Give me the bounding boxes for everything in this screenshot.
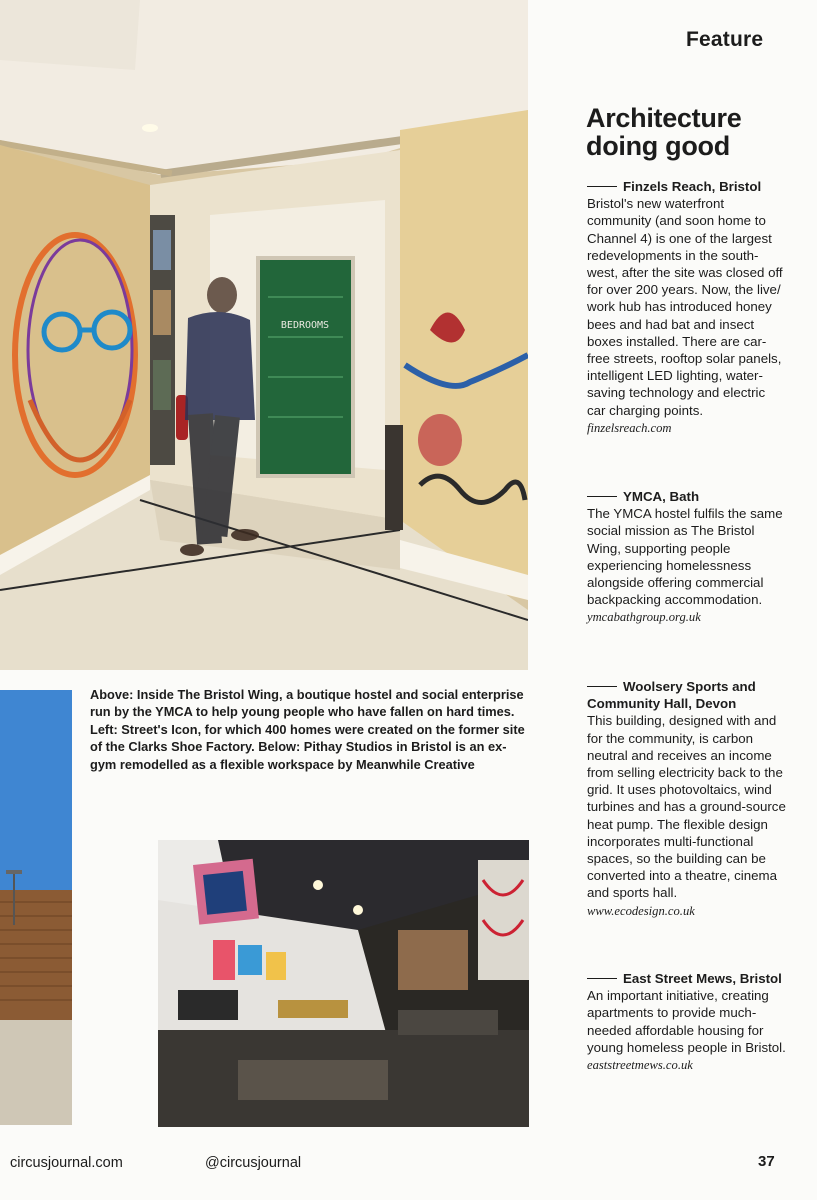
hostel-corridor-photo [0, 0, 528, 670]
entry-title-text: Finzels Reach, Bristol [623, 179, 762, 194]
entry-title-text: Woolsery Sports and Community Hall, Devon [587, 679, 756, 712]
entry-title [587, 678, 787, 712]
entry-url[interactable]: www.ecodesign.co.uk [587, 903, 695, 918]
entry-body: An important initiative, creating apartments to provide much-needed affordable housing for young homeless people in Bristol. [587, 988, 786, 1055]
entry-title [587, 970, 787, 987]
section-label: Feature [686, 28, 764, 51]
hostel-corridor-illustration [0, 0, 528, 670]
entry-body: The YMCA hostel fulfils the same social mission as The Bristol Wing, supporting people experiencing homelessness alongside offering commercial backpacking accommodation. [587, 506, 783, 608]
page-number: 37 [758, 1153, 775, 1170]
dash-rule [587, 496, 617, 497]
footer-social-handle[interactable]: @circusjournal [205, 1155, 302, 1171]
dash-rule [587, 186, 617, 187]
entry-east-street-mews [587, 970, 787, 1074]
streets-icon-illustration [0, 690, 72, 1125]
dash-rule [587, 686, 617, 687]
entry-finzels-reach [587, 178, 787, 437]
entry-title [587, 488, 787, 505]
door-sign-text: BEDROOMS [280, 320, 330, 331]
entry-ymca-bath [587, 488, 787, 627]
pithay-studios-illustration [158, 840, 529, 1127]
entry-title [587, 178, 787, 195]
entry-title-text: YMCA, Bath [623, 489, 700, 504]
entry-woolsery [587, 678, 787, 920]
pithay-studios-photo [158, 840, 529, 1127]
streets-icon-photo [0, 690, 72, 1125]
entry-body: This building, designed with and for the community, is carbon neutral and receives an income from selling electricity back to the grid. It uses photovoltaics, wind turbines and has a ground-source heat pump. The flexible design incorporates multi-functional spaces, so the building can be converted into a theatre, cinema and sports hall. [587, 713, 786, 901]
entry-url[interactable]: finzelsreach.com [587, 420, 672, 435]
article-headline: Architecture doing good [586, 103, 742, 161]
entry-body: Bristol's new waterfront community (and soon home to Channel 4) is one of the largest redevelopments in the south-west, after the site was closed off for over 200 years. Now, the live/ work hub has introduced honey bees and had bat and insect boxes installed. There are car-free streets, rooftop solar panels, intelligent LED lighting, water-saving technology and electric car charging points. [587, 196, 783, 418]
photo-caption: Above: Inside The Bristol Wing, a boutique hostel and social enterprise run by the YMCA to help young people who have fallen on hard times. Left: Street's Icon, for which 400 homes were created on the former site of the Clarks Shoe Factory. Below: Pithay Studios in Bristol is an ex-gym remodelled as a flexible workspace by Meanwhile Creative [90, 687, 525, 772]
entry-url[interactable]: ymcabathgroup.org.uk [587, 610, 701, 625]
footer-website[interactable]: circusjournal.com [10, 1155, 123, 1171]
entry-url[interactable]: eaststreetmews.co.uk [587, 1058, 693, 1073]
dash-rule [587, 978, 617, 979]
entry-title-text: East Street Mews, Bristol [623, 971, 782, 986]
